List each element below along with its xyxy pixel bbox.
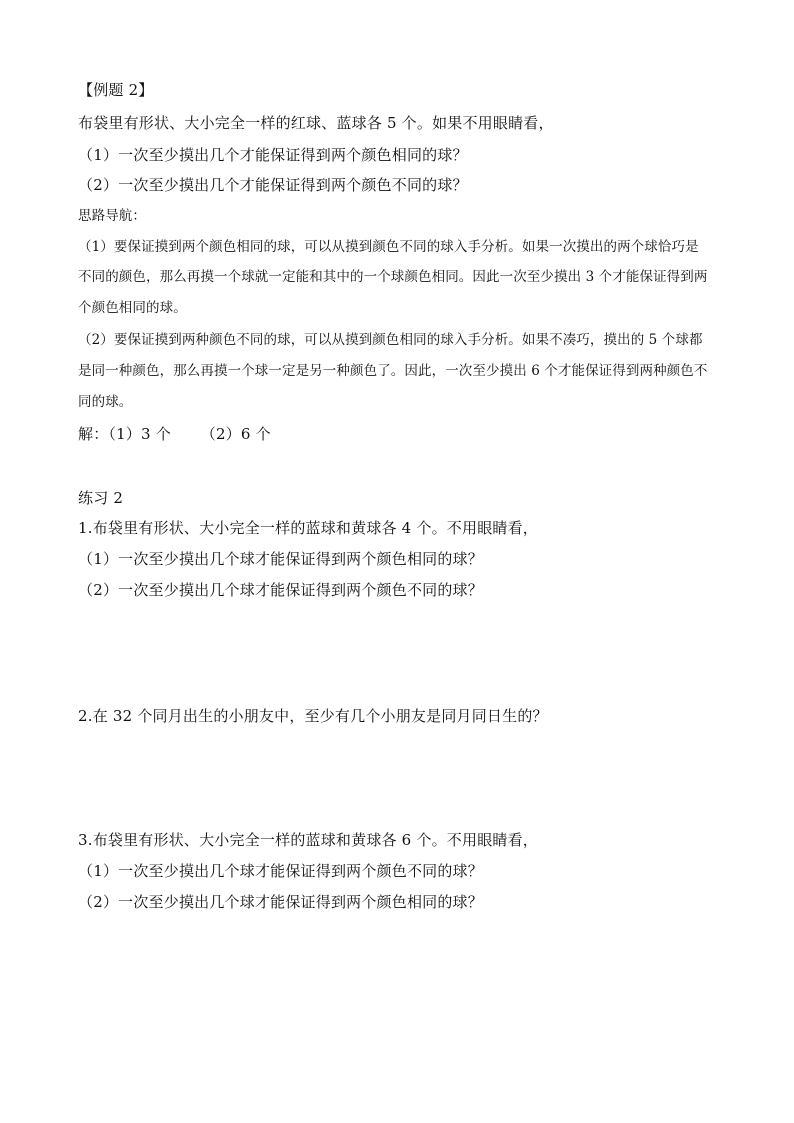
hint-label: 思路导航： <box>78 208 146 224</box>
example-problem: 布袋里有形状、大小完全一样的红球、蓝球各 5 个。如果不用眼睛看， <box>78 114 554 132</box>
hint-2-line-1: （2）要保证摸到两种颜色不同的球，可以从摸到颜色相同的球入手分析。如果不凑巧，摸出的 5 个球都 <box>78 332 703 348</box>
practice-1-text: 1.布袋里有形状、大小完全一样的蓝球和黄球各 4 个。不用眼睛看， <box>78 519 538 537</box>
practice-heading: 练习 2 <box>78 489 124 507</box>
hint-1-line-1: （1）要保证摸到两个颜色相同的球，可以从摸到颜色不同的球入手分析。如果一次摸出的两个球恰巧是 <box>78 239 699 255</box>
practice-2-text: 2.在 32 个同月出生的小朋友中，至少有几个小朋友是同月同日生的？ <box>78 707 548 725</box>
example-answer: 解：（1）3 个 （2）6 个 <box>78 425 271 443</box>
hint-1-line-3: 个颜色相同的球。 <box>78 300 187 316</box>
example-question-1: （1）一次至少摸出几个才能保证得到两个颜色相同的球？ <box>78 146 468 164</box>
practice-1-question-1: （1）一次至少摸出几个球才能保证得到两个颜色相同的球？ <box>78 550 483 568</box>
example-heading: 【例题 2】 <box>78 81 154 99</box>
hint-1-line-2: 不同的颜色，那么再摸一个球就一定能和其中的一个球颜色相同。因此一次至少摸出 3 个才能保证得到两 <box>78 269 708 285</box>
hint-2-line-3: 同的球。 <box>78 394 133 410</box>
practice-1-question-2: （2）一次至少摸出几个球才能保证得到两个颜色不同的球？ <box>78 581 483 599</box>
practice-3-question-1: （1）一次至少摸出几个球才能保证得到两个颜色不同的球？ <box>78 862 483 880</box>
practice-3-text: 3.布袋里有形状、大小完全一样的蓝球和黄球各 6 个。不用眼睛看， <box>78 831 538 849</box>
hint-2-line-2: 是同一种颜色，那么再摸一个球一定是另一种颜色了。因此，一次至少摸出 6 个才能保证得到两种颜色不 <box>78 363 708 379</box>
example-question-2: （2）一次至少摸出几个才能保证得到两个颜色不同的球？ <box>78 176 468 194</box>
practice-3-question-2: （2）一次至少摸出几个球才能保证得到两个颜色相同的球？ <box>78 893 483 911</box>
